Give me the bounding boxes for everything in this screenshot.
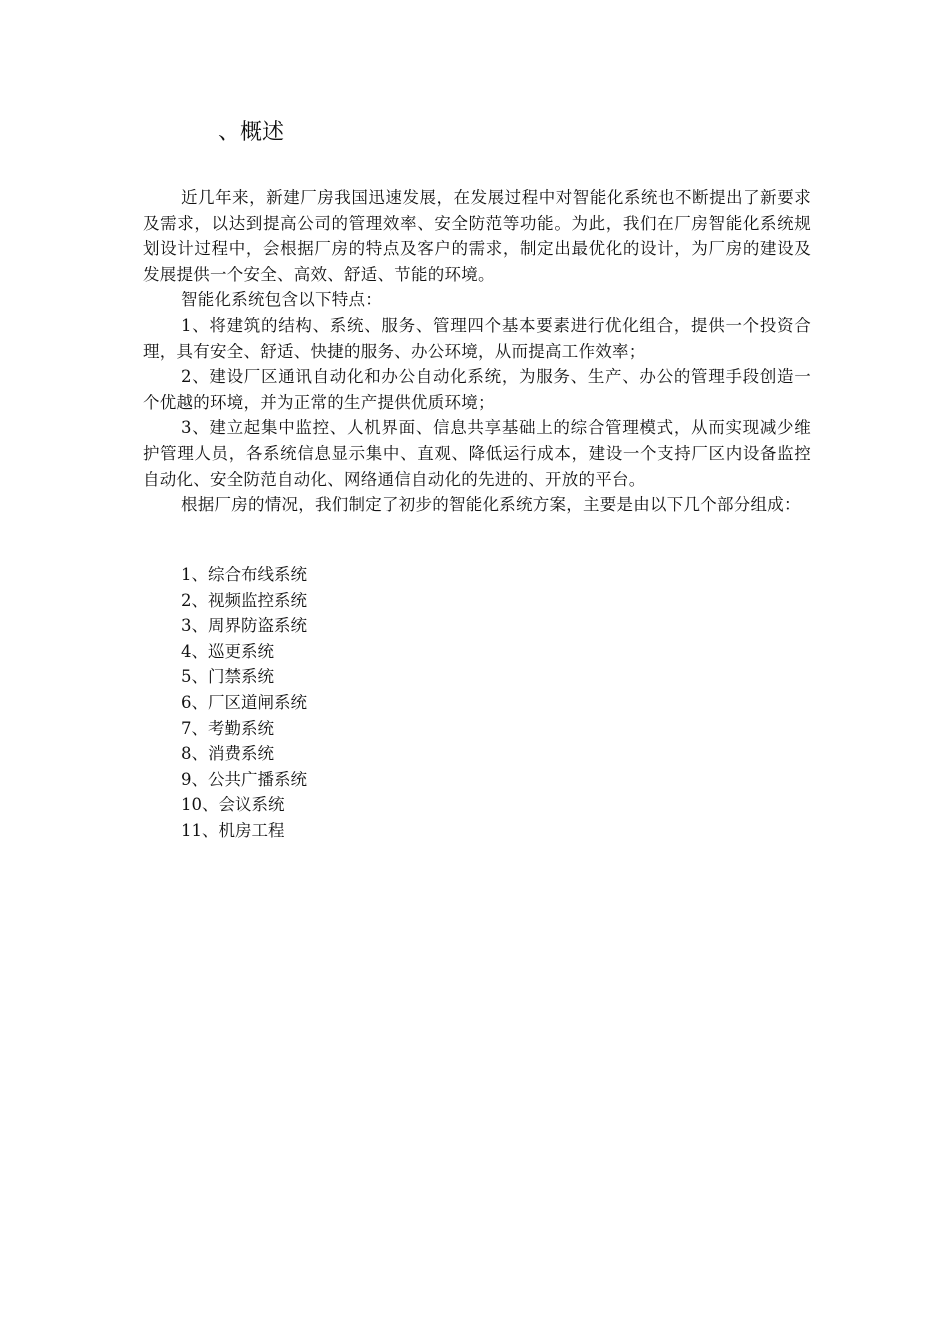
system-list-item: 9、公共广播系统 <box>181 769 307 789</box>
system-list-item: 10、会议系统 <box>181 795 285 815</box>
system-list-item: 2、视频监控系统 <box>181 590 307 610</box>
system-list-item: 5、门禁系统 <box>181 667 274 687</box>
section-title: 、概述 <box>218 120 285 145</box>
system-list-item: 8、消费系统 <box>181 744 274 764</box>
paragraph-intro: 近几年来，新建厂房我国迅速发展，在发展过程中对智能化系统也不断提出了新要求及需求，以达到提高公司的管理效率、安全防范等功能。为此，我们在厂房智能化系统规划设计过程中，会根据厂房的特点及客户的需求，制定出最优化的设计，为厂房的建设及发展提供一个安全、高效、舒适、节能的环境。 <box>143 188 811 284</box>
paragraph-feature-3: 3、建立起集中监控、人机界面、信息共享基础上的综合管理模式，从而实现减少维护管理人员，各系统信息显示集中、直观、降低运行成本，建设一个支持厂区内设备监控自动化、安全防范自动化、网络通信自动化的先进的、开放的平台。 <box>143 418 811 489</box>
system-list-item: 1、综合布线系统 <box>181 565 307 584</box>
system-list-item: 3、周界防盗系统 <box>181 616 307 636</box>
paragraph-feature-2: 2、建设厂区通讯自动化和办公自动化系统，为服务、生产、办公的管理手段创造一个优越的环境，并为正常的生产提供优质环境； <box>143 367 811 412</box>
system-list-item: 4、巡更系统 <box>181 641 274 661</box>
paragraph-features-heading: 智能化系统包含以下特点： <box>181 290 382 310</box>
system-list-item: 7、考勤系统 <box>181 718 274 738</box>
paragraph-components-intro: 根据厂房的情况，我们制定了初步的智能化系统方案，主要是由以下几个部分组成： <box>181 495 801 515</box>
system-list-item: 11、机房工程 <box>181 820 285 840</box>
paragraph-feature-1: 1、将建筑的结构、系统、服务、管理四个基本要素进行优化组合，提供一个投资合理，具有安全、舒适、快捷的服务、办公环境，从而提高工作效率； <box>143 315 811 361</box>
document-body <box>143 185 811 518</box>
system-list <box>181 562 307 844</box>
system-list-item: 6、厂区道闸系统 <box>181 692 307 712</box>
